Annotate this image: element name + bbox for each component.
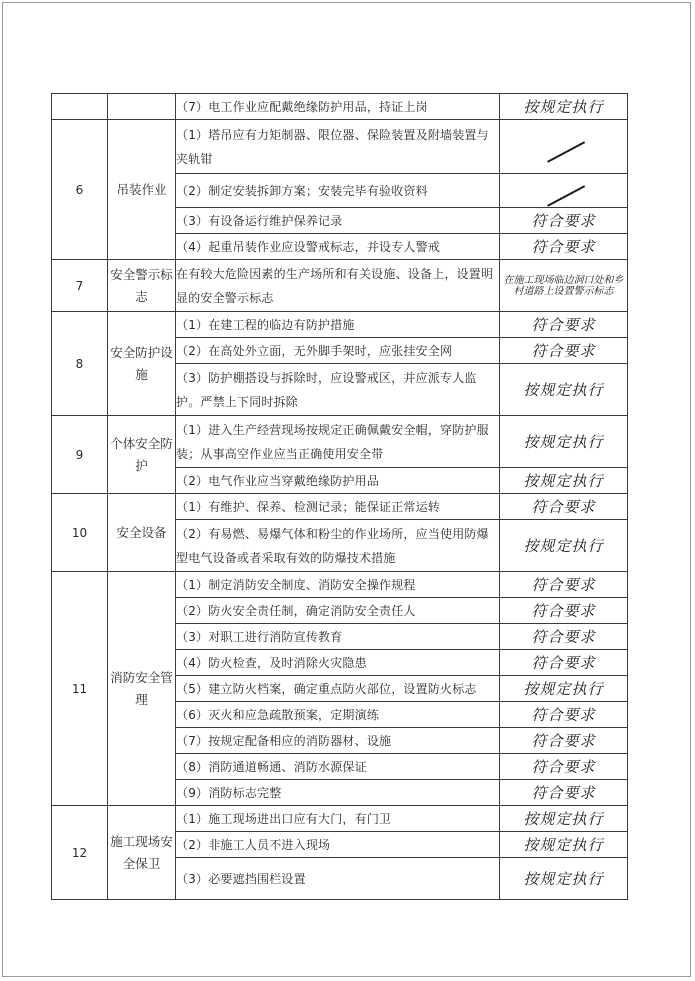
requirement-text: （2）有易燃、易爆气体和粉尘的作业场所，应当使用防爆型电气设备或者采取有效的防爆技术措施 (176, 520, 500, 572)
handwritten-result: 符合要求 (531, 212, 596, 230)
not-applicable-mark (541, 185, 587, 207)
handwritten-result: 在施工现场临边洞口处和乡村道路上设置警示标志 (503, 274, 624, 297)
requirement-text: （9）消防标志完整 (176, 780, 500, 806)
handwritten-result: 符合要求 (531, 732, 596, 750)
inspection-result (500, 806, 628, 832)
row-number: 7 (52, 260, 108, 312)
requirement-text: （6）灭火和应急疏散预案，定期演练 (176, 702, 500, 728)
handwritten-result: 按规定执行 (523, 680, 604, 698)
requirement-text: （7）按规定配备相应的消防器材、设施 (176, 728, 500, 754)
requirement-text: （8）消防通道畅通、消防水源保证 (176, 754, 500, 780)
handwritten-result: 按规定执行 (523, 870, 604, 888)
inspection-result (500, 728, 628, 754)
row-number: 9 (52, 416, 108, 494)
inspection-result (500, 416, 628, 468)
table-row (52, 94, 628, 120)
handwritten-result: 按规定执行 (523, 836, 604, 854)
inspection-result (500, 174, 628, 208)
inspection-result (500, 468, 628, 494)
row-category (108, 94, 176, 120)
requirement-text: （1）进入生产经营现场按规定正确佩戴安全帽，穿防护服装；从事高空作业应当正确使用安全带 (176, 416, 500, 468)
requirement-text: （1）塔吊应有力矩制器、限位器、保险装置及附墙装置与夹轨钳 (176, 120, 500, 174)
handwritten-result: 按规定执行 (523, 537, 604, 555)
inspection-result (500, 312, 628, 338)
inspection-result (500, 94, 628, 120)
table-row (52, 494, 628, 520)
table-row (52, 120, 628, 174)
inspection-result (500, 676, 628, 702)
inspection-result (500, 494, 628, 520)
handwritten-result: 符合要求 (531, 628, 596, 646)
inspection-result (500, 858, 628, 900)
inspection-result (500, 832, 628, 858)
row-number: 11 (52, 572, 108, 806)
table-row (52, 312, 628, 338)
requirement-text: （1）施工现场进出口应有大门，有门卫 (176, 806, 500, 832)
inspection-result (500, 338, 628, 364)
requirement-text: （3）对职工进行消防宣传教育 (176, 624, 500, 650)
row-category: 施工现场安全保卫 (108, 806, 176, 900)
row-number: 6 (52, 120, 108, 260)
requirement-text: （5）建立防火档案，确定重点防火部位，设置防火标志 (176, 676, 500, 702)
row-number: 8 (52, 312, 108, 416)
inspection-result (500, 572, 628, 598)
row-number: 12 (52, 806, 108, 900)
handwritten-result: 符合要求 (531, 498, 596, 516)
handwritten-result: 符合要求 (531, 576, 596, 594)
requirement-text: （1）有维护、保养、检测记录；能保证正常运转 (176, 494, 500, 520)
requirement-text: 在有较大危险因素的生产场所和有关设施、设备上，设置明显的安全警示标志 (176, 260, 500, 312)
row-number (52, 94, 108, 120)
requirement-text: （2）电气作业应当穿戴绝缘防护用品 (176, 468, 500, 494)
requirement-text: （3）必要遮挡围栏设置 (176, 858, 500, 900)
requirement-text: （2）非施工人员不进入现场 (176, 832, 500, 858)
handwritten-result: 按规定执行 (523, 810, 604, 828)
handwritten-result: 符合要求 (531, 602, 596, 620)
table-row (52, 572, 628, 598)
inspection-result (500, 780, 628, 806)
requirement-text: （7）电工作业应配戴绝缘防护用品，持证上岗 (176, 94, 500, 120)
safety-checklist-table (51, 93, 628, 900)
not-applicable-mark (541, 141, 587, 163)
inspection-result (500, 234, 628, 260)
inspection-result (500, 754, 628, 780)
requirement-text: （2）制定安装拆卸方案；安装完毕有验收资料 (176, 174, 500, 208)
inspection-result (500, 650, 628, 676)
row-category: 安全防护设施 (108, 312, 176, 416)
table-row (52, 260, 628, 312)
requirement-text: （1）在建工程的临边有防护措施 (176, 312, 500, 338)
handwritten-result: 符合要求 (531, 784, 596, 802)
row-category: 安全设备 (108, 494, 176, 572)
handwritten-result: 符合要求 (531, 706, 596, 724)
handwritten-result: 按规定执行 (523, 381, 604, 399)
requirement-text: （1）制定消防安全制度、消防安全操作规程 (176, 572, 500, 598)
inspection-result (500, 260, 628, 312)
handwritten-result: 符合要求 (531, 238, 596, 256)
handwritten-result: 符合要求 (531, 654, 596, 672)
row-category: 消防安全管理 (108, 572, 176, 806)
inspection-result (500, 208, 628, 234)
inspection-result (500, 598, 628, 624)
inspection-result (500, 520, 628, 572)
handwritten-result: 按规定执行 (523, 433, 604, 451)
inspection-result (500, 624, 628, 650)
handwritten-result: 按规定执行 (523, 472, 604, 490)
requirement-text: （2）防火安全责任制，确定消防安全责任人 (176, 598, 500, 624)
row-category: 安全警示标志 (108, 260, 176, 312)
handwritten-result: 符合要求 (531, 342, 596, 360)
inspection-result (500, 364, 628, 416)
table-row (52, 806, 628, 832)
inspection-result (500, 702, 628, 728)
requirement-text: （3）有设备运行维护保养记录 (176, 208, 500, 234)
inspection-result (500, 120, 628, 174)
handwritten-result: 符合要求 (531, 316, 596, 334)
row-category: 吊装作业 (108, 120, 176, 260)
row-number: 10 (52, 494, 108, 572)
table-row (52, 416, 628, 468)
handwritten-result: 符合要求 (531, 758, 596, 776)
row-category: 个体安全防护 (108, 416, 176, 494)
handwritten-result: 按规定执行 (523, 98, 604, 116)
requirement-text: （4）防火检查，及时消除火灾隐患 (176, 650, 500, 676)
requirement-text: （3）防护棚搭设与拆除时，应设警戒区，并应派专人监护。严禁上下同时拆除 (176, 364, 500, 416)
requirement-text: （2）在高处外立面，无外脚手架时，应张挂安全网 (176, 338, 500, 364)
requirement-text: （4）起重吊装作业应设警戒标志，并设专人警戒 (176, 234, 500, 260)
